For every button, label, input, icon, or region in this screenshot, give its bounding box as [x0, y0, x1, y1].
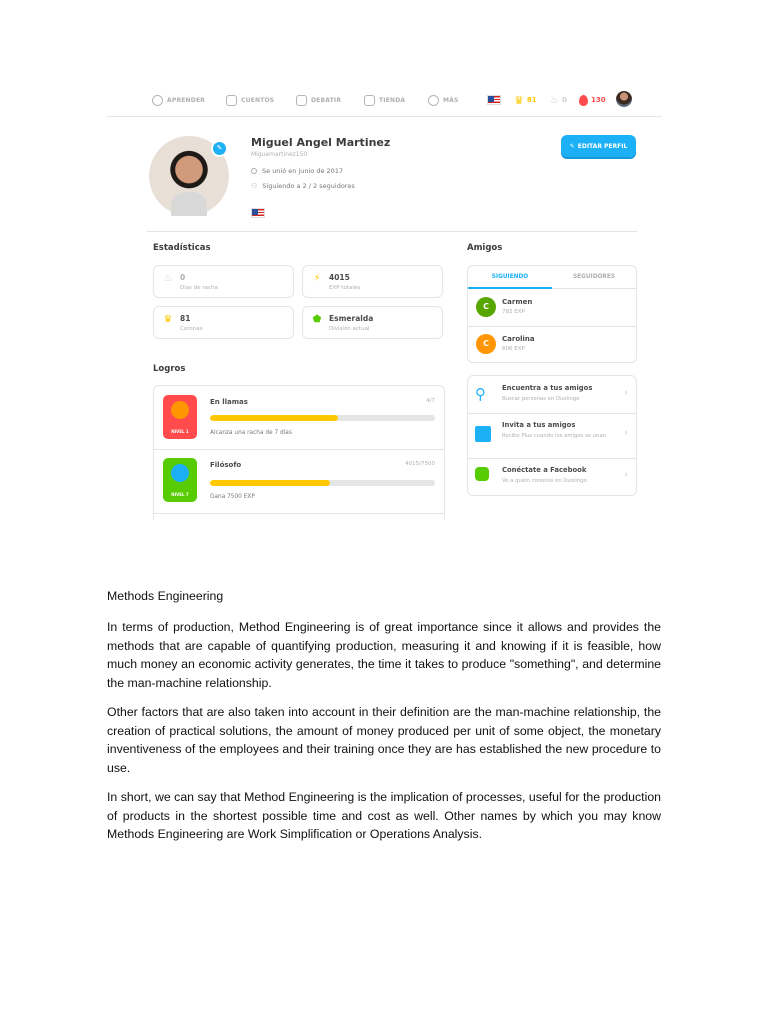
friend-actions [467, 375, 637, 496]
following-text: Siguiendo a 2 / 2 seguidores [262, 182, 355, 190]
profile-username: Miguemartinez150 [251, 151, 308, 158]
friend-item[interactable] [468, 289, 636, 327]
nav-more-label: MÁS [443, 96, 459, 104]
profile-screenshot [107, 84, 662, 520]
stats-title: Estadísticas [153, 243, 211, 253]
achievement-description: Alcanza una racha de 7 días [210, 430, 292, 436]
stat-label: Días de racha [180, 285, 218, 291]
achievement-title: Filósofo [210, 461, 242, 469]
achievement-progress-fill [210, 480, 330, 486]
achievement-progress-fill [210, 415, 338, 421]
achievement-description: Gana 7500 EXP [210, 494, 255, 500]
stat-value: 4015 [329, 273, 350, 282]
achievement-progress-bar [210, 415, 435, 421]
edit-photo-icon[interactable]: ✎ [211, 140, 228, 157]
tab-followers[interactable]: SEGUIDORES [552, 266, 636, 289]
action-title: Encuentra a tus amigos [502, 384, 593, 392]
achievement-badge [163, 458, 197, 502]
nav-gems[interactable] [579, 93, 606, 107]
find-friends-row[interactable] [468, 376, 636, 414]
shop-icon [364, 95, 375, 106]
chat-icon [296, 95, 307, 106]
profile-flag [251, 203, 265, 222]
edit-profile-button[interactable] [561, 135, 636, 157]
achievements-title: Logros [153, 364, 186, 374]
user-avatar-icon[interactable] [616, 91, 632, 107]
crown-icon: ♛ [163, 314, 173, 325]
friend-name: Carolina [502, 335, 535, 343]
nav-language[interactable] [487, 93, 501, 107]
nav-discuss-label: DEBATIR [311, 96, 342, 104]
people-icon: ⚇ [251, 182, 258, 190]
stat-streak [153, 265, 294, 298]
clock-icon [251, 168, 257, 174]
achievement-progress: 4015/7500 [405, 461, 435, 467]
chevron-right-icon: › [624, 428, 628, 438]
nav-crowns[interactable] [514, 93, 537, 107]
friend-avatar: C [476, 297, 496, 317]
action-title: Conéctate a Facebook [502, 466, 587, 474]
stat-crowns [153, 306, 294, 339]
following-line[interactable] [251, 182, 355, 190]
pencil-icon: ✎ [569, 142, 575, 150]
document-paragraph: Other factors that are also taken into account in their definition are the man-machine relationship, the creation of practical solutions, the amount of money produced per unit of some object, the monetary inventiveness of the employees and their training once they are has established the new procedure to use. [107, 705, 661, 776]
achievement-badge [163, 395, 197, 439]
achievements-list [153, 385, 445, 520]
divider [147, 231, 637, 232]
top-nav [107, 84, 662, 117]
stat-value: 81 [180, 314, 191, 323]
action-subtitle: Ve a quién conoces en Duolingo [502, 478, 587, 484]
profile-name: Miguel Angel Martinez [251, 136, 391, 149]
invite-friends-row[interactable] [468, 413, 636, 459]
joined-line [251, 167, 343, 175]
nav-learn[interactable] [152, 93, 205, 107]
stat-division [302, 306, 443, 339]
friend-xp: 606 EXP [502, 346, 525, 352]
friend-item[interactable] [468, 326, 636, 363]
stat-xp [302, 265, 443, 298]
document-paragraph: In terms of production, Method Engineering is of great importance since it allows and provides the methods that are capable of quantifying production, measuring it and knowing if it is feasible, how much money an economic activity generates, the time it takes to produce "something", and determine the man-machine relationship. [107, 620, 661, 691]
achievement-level: NIVEL 7 [171, 492, 189, 497]
nav-stories[interactable] [226, 93, 274, 107]
friend-xp: 782 EXP [502, 309, 525, 315]
friend-name: Carmen [502, 298, 533, 306]
action-title: Invita a tus amigos [502, 421, 576, 429]
chevron-right-icon: › [624, 388, 628, 398]
chevron-right-icon: › [624, 470, 628, 480]
nav-crowns-count: 81 [526, 96, 537, 104]
learn-icon [152, 95, 163, 106]
action-subtitle: Buscar personas en Duolingo [502, 396, 580, 402]
gem-icon [579, 95, 588, 106]
nav-more[interactable] [428, 93, 459, 107]
friends-title: Amigos [467, 243, 503, 253]
friends-panel [467, 265, 637, 363]
action-subtitle: Recibe Plus cuando los amigos se unan [502, 433, 607, 439]
gift-icon [475, 426, 491, 442]
us-flag-icon [487, 95, 501, 105]
document-paragraph: In short, we can say that Method Engineering is the implication of processes, useful for the production of products in the shortest possible time and cost as well. Other names by which you may know Methods Engineering are Work Simplification or Operations Analysis. [107, 790, 661, 842]
owl-icon [171, 464, 189, 482]
joined-text: Se unió en junio de 2017 [262, 167, 344, 175]
fire-icon [171, 401, 189, 419]
crown-icon: ♛ [514, 93, 524, 107]
achievement-level: NIVEL 1 [171, 429, 189, 434]
stat-value: 0 [180, 273, 186, 282]
nav-discuss[interactable] [296, 93, 341, 107]
stat-label: Coronas [180, 326, 203, 332]
book-icon [226, 95, 237, 106]
more-icon [428, 95, 439, 106]
nav-gems-count: 130 [591, 96, 606, 104]
nav-stories-label: CUENTOS [241, 96, 275, 104]
divider [154, 449, 444, 450]
stat-value: Esmeralda [329, 314, 374, 323]
nav-streak-count: 0 [561, 96, 567, 104]
us-flag-icon [251, 208, 265, 218]
lightning-icon: ⚡ [313, 273, 321, 284]
achievement-title: En llamas [210, 398, 248, 406]
flame-icon: ♨ [550, 94, 559, 106]
divider [154, 513, 444, 514]
stat-label: División actual [329, 326, 370, 332]
friend-avatar: C [476, 334, 496, 354]
search-icon: ⚲ [475, 385, 486, 403]
stat-label: EXP totales [329, 285, 361, 291]
flame-icon: ♨ [163, 273, 173, 284]
emerald-icon: ⬟ [312, 314, 322, 325]
nav-shop[interactable] [364, 93, 405, 107]
achievement-progress-bar [210, 480, 435, 486]
achievement-progress: 4/7 [426, 398, 435, 404]
facebook-icon [475, 467, 489, 481]
nav-shop-label: TIENDA [379, 96, 406, 104]
document-title: Methods Engineering [107, 589, 224, 603]
nav-learn-label: APRENDER [167, 96, 206, 104]
tab-following[interactable]: SIGUIENDO [468, 266, 552, 289]
edit-profile-label: EDITAR PERFIL [577, 142, 628, 150]
nav-streak[interactable] [550, 93, 567, 107]
connect-facebook-row[interactable] [468, 458, 636, 495]
